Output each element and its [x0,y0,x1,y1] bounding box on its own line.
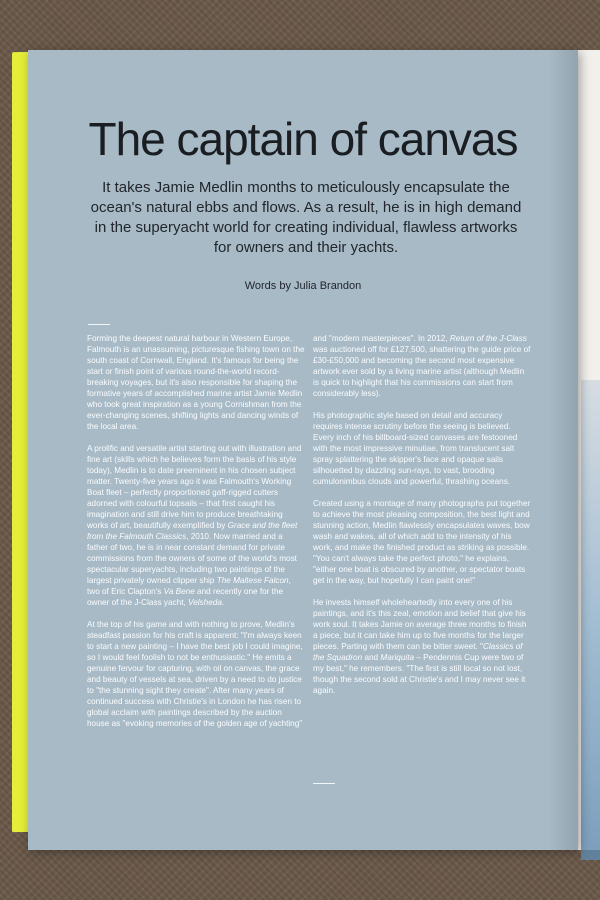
body-text: . [221,598,225,607]
italic-title-text: Return of the J-Class [449,334,527,343]
magazine-page [28,50,578,850]
body-paragraph [87,619,305,729]
body-text: Created using a montage of many photographs put together to achieve the most pleasing composition, the best light and stunning action, Medlin flawlessly encapsulates waves, bow wash and wakes, all of which add to the intensity of his work, and make the finished product as striking as possible. "You can't always take the perfect photo," he explains, "either one boat is obscured by another, or spectator boats get in the way, but hopefully I can paint one!" [313,499,531,585]
body-text: , 2010. Now married and a father of two, he is in near constant demand for private commissions from the owners of some of the world's most spectacular superyachts, including two paintings of the largest privately owned clipper ship [87,532,297,585]
body-text: His photographic style based on detail and accuracy requires intense scrutiny before the seeing is believed. Every inch of his billboard-sized canvases are festooned with the most impressive minutiae, from translucent salt spray splattering the skipper's face and opaque sails silhouetted by dazzling sun-rays, to vast, brooding cumulonimbus clouds and powerful, thrashing oceans. [313,411,518,486]
body-text: – Pendennis Cup were two of my best," he remembers. "The first is still local so not lost, though the second sold at Christie's and I may never see it again. [313,653,526,695]
section-divider [88,324,110,325]
body-text: Forming the deepest natural harbour in Western Europe, Falmouth is an unassuming, picturesque fishing town on the south coast of Cornwall, England. It's famous for being the start or finish point of various round-the-world record-breaking voyages, but it's also responsible for shaping the formative years of accomplished marine artist Jamie Medlin who took great inspiration as a young Cornishman from the ever-changing scenes, shifting lights and dancing winds of the local area. [87,334,305,431]
italic-title-text: Mariquita [380,653,415,662]
body-text: , two of Eric Clapton's [87,576,291,596]
body-text: and "modern masterpieces". In 2012, [313,334,450,343]
body-paragraph [313,498,531,586]
article-standfirst: It takes Jamie Medlin months to meticulously encapsulate the ocean's natural ebbs and flows. As a result, he is in high demand in the superyacht world for creating individual, flawless artworks for owners and their yachts. [90,179,522,256]
italic-title-text: Classics of the Squadron [313,642,523,662]
body-text: He invests himself wholeheartedly into every one of his paintings, and it's this zeal, emotion and belief that give his work soul. It takes Jamie on average three months to finish a piece, but it can take him up to five months for the larger pieces. Parting with them can be bitter sweet. " [313,598,527,651]
body-text: A prolific and versatile artist starting out with illustration and fine art (skills which he believes form the basis of his style today), Medlin is to date preeminent in his chosen subject matter. Twenty-five years ago it was Falmouth's Working Boat fleet – perfectly proportioned gaff-rigged cutters adorned with colourful topsails – that first caught his imagination and still drive him to produce breathtaking works of art, beautifully exemplified by [87,444,302,530]
body-paragraph [87,443,305,608]
italic-title-text: The Maltese Falcon [216,576,289,585]
body-text: At the top of his game and with nothing to prove, Medlin's steadfast passion for his craft is apparent: "I'm always keen to start a new painting – I have the best job I could imagine, so I would feel foolish to not be enthusiastic." He emits a genuine fervour for capturing, with oil on canvas, the grace and beauty of vessels at sea, driven by a need to do justice to "the stunning sight they create". After many years of continued success with Christie's in London he has risen to global acclaim with paintings described by the auction house as "evoking memories of the golden age of yachting" [87,620,303,728]
article-title: The captain of canvas [88,113,518,165]
body-text: and recently one for the owner of the J-Class yacht, [87,587,284,607]
italic-title-text: Velsheda [188,598,222,607]
italic-title-text: Va Bene [163,587,195,596]
facing-page-painting-sliver [581,380,600,860]
body-paragraph [313,333,531,399]
body-paragraph [87,333,305,432]
italic-title-text: Grace and the fleet from the Falmouth Classics [87,521,298,541]
article-byline: Words by Julia Brandon [244,280,362,292]
body-column-left [87,333,305,740]
body-text: was auctioned off for £127,500, shattering the guide price of £30-£50,000 and becoming the second most expensive artwork ever sold by a living marine artist (although Medlin is quick to highlight that his commissions can start from considerably less). [313,345,531,398]
body-column-right [313,333,531,707]
body-paragraph [313,410,531,487]
article-end-rule [313,783,335,784]
body-text: and [362,653,381,662]
body-paragraph [313,597,531,696]
